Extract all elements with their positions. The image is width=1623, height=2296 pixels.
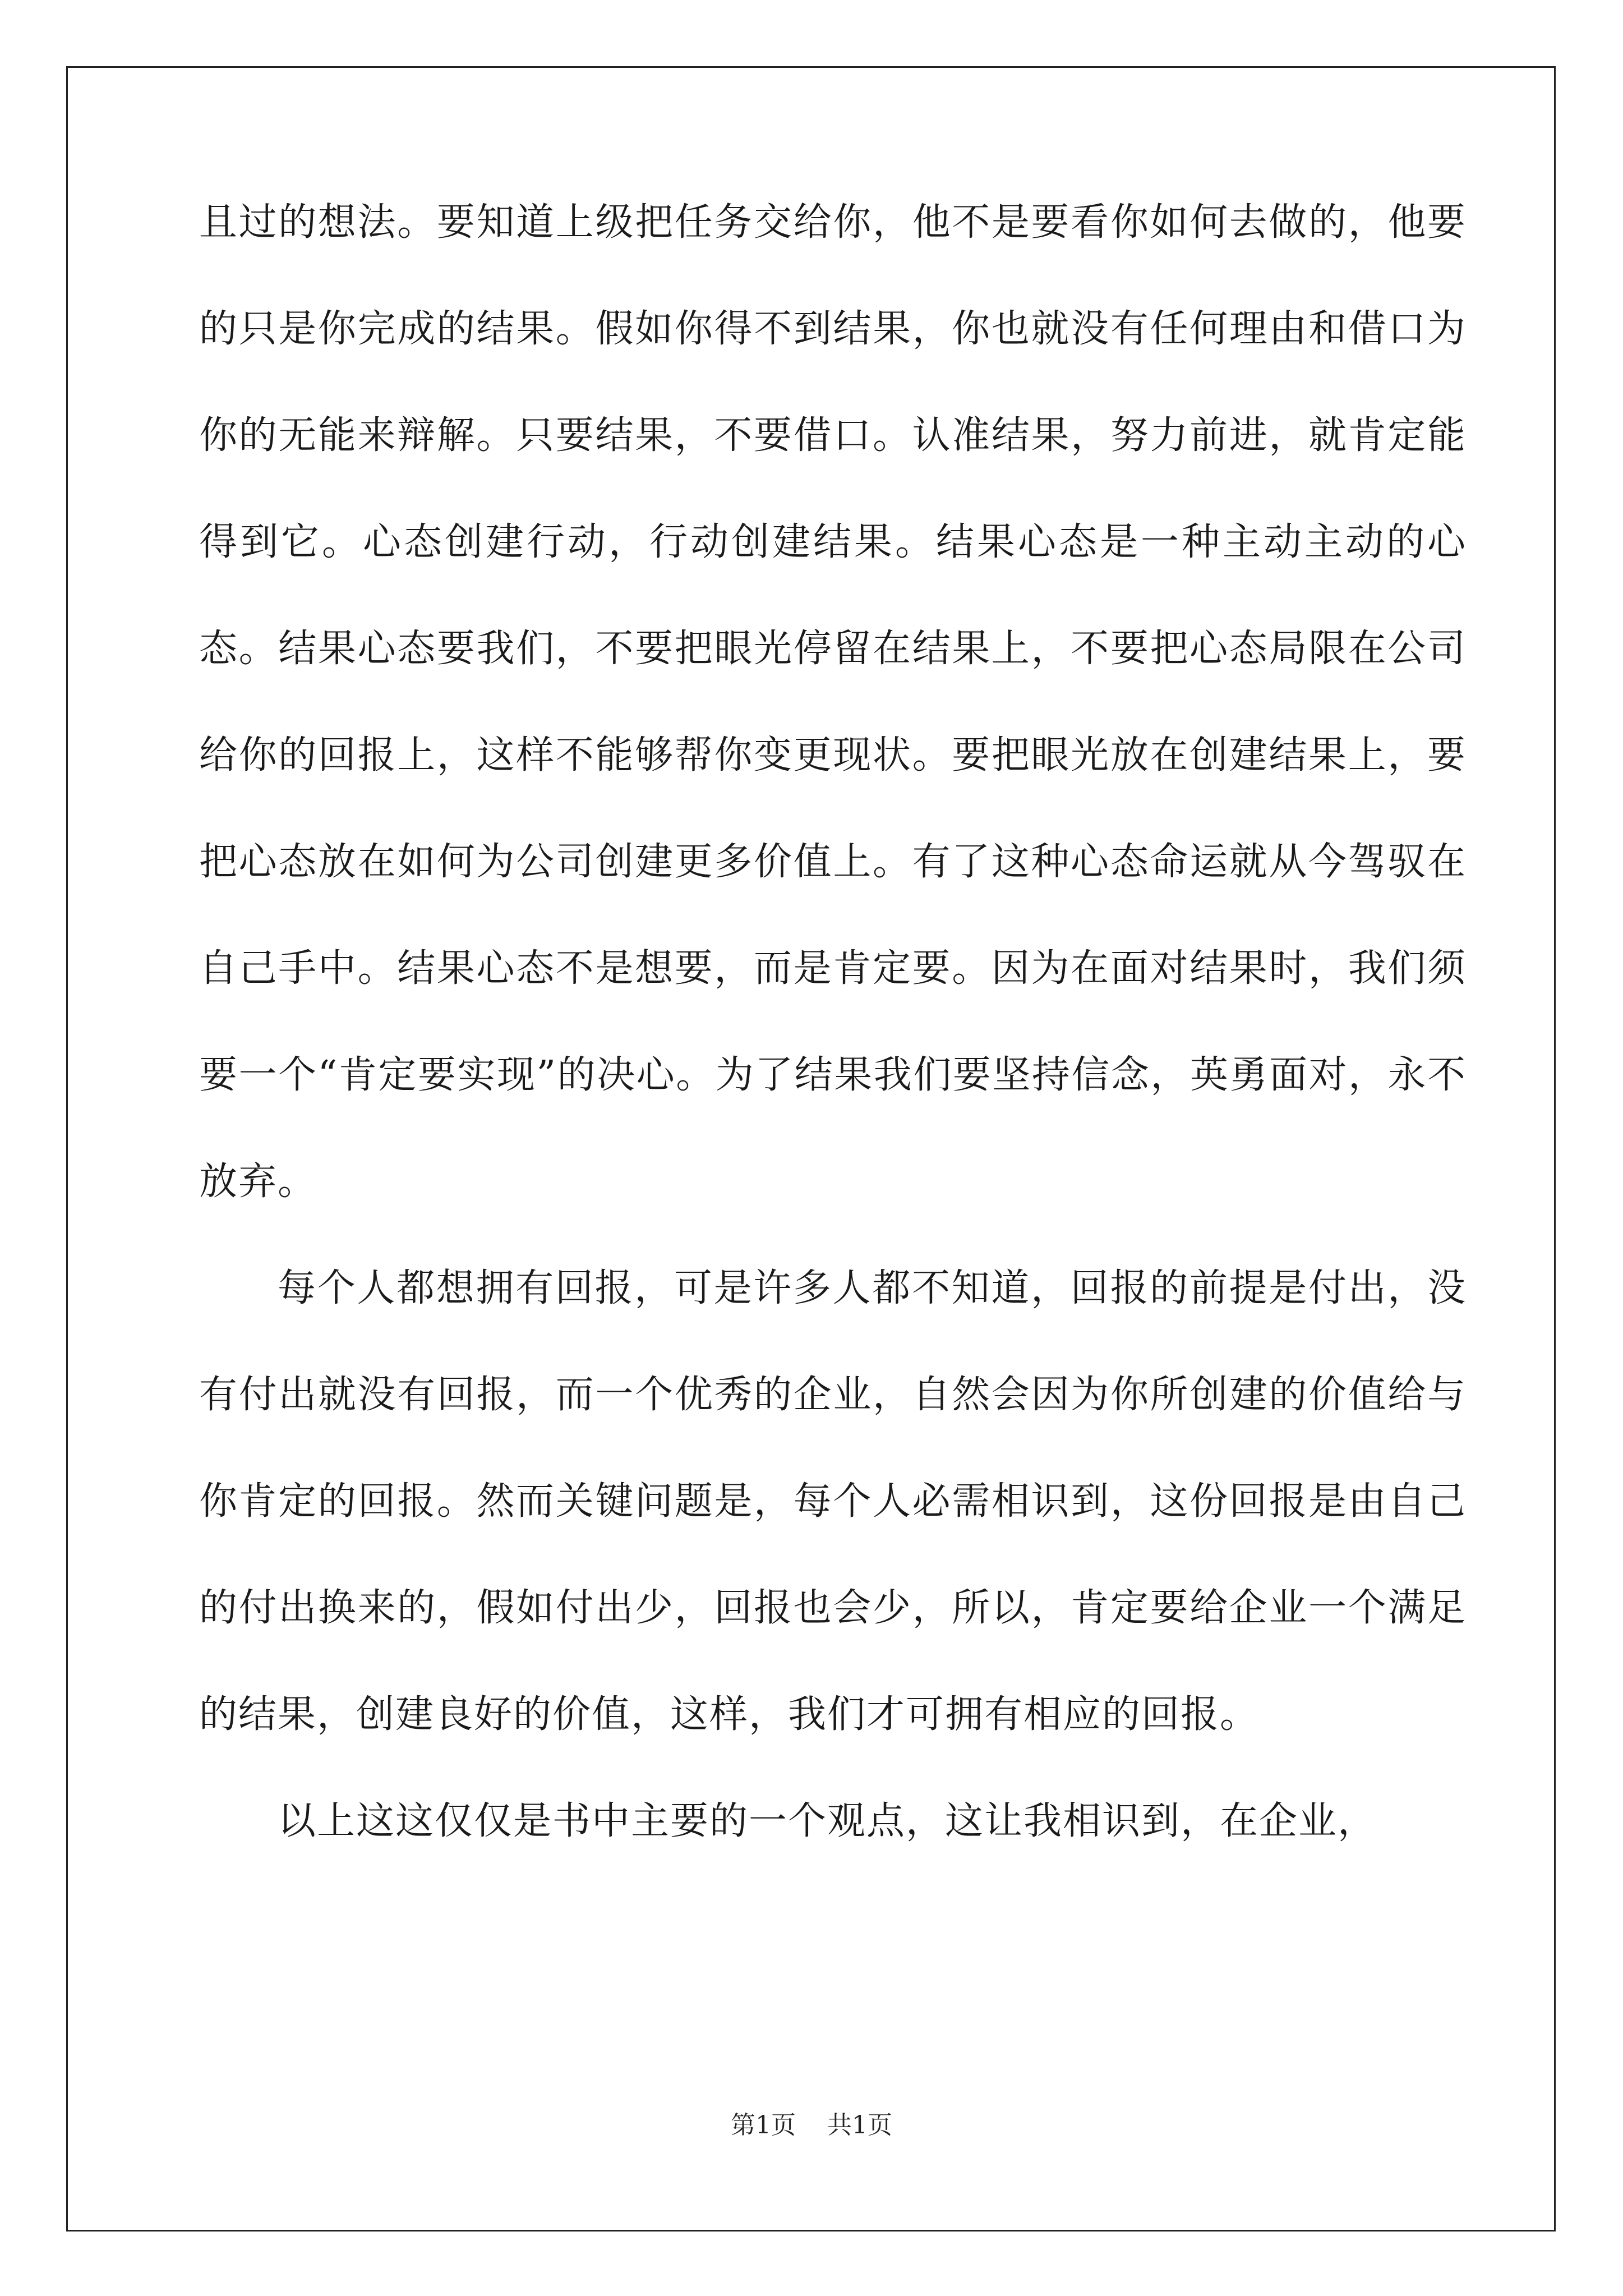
paragraph-2: 每个人都想拥有回报，可是许多人都不知道，回报的前提是付出，没有付出就没有回报，而一个优秀的企业，自然会因为你所创建的价值给与你肯定的回报。然而关键问题是，每个人必需相识到，这份回报是由自己的付出换来的，假如付出少，回报也会少，所以，肯定要给企业一个满足的结果，创建良好的价值，这样，我们才可拥有相应的回报。 <box>199 1266 1467 1737</box>
paragraph-1: 且过的想法。要知道上级把任务交给你，他不是要看你如何去做的，他要的只是你完成的结果。假如你得不到结果，你也就没有任何理由和借口为你的无能来辩解。只要结果，不要借口。认准结果，努力前进，就肯定能得到它。心态创建行动，行动创建结果。结果心态是一种主动主动的心态。结果心态要我们，不要把眼光停留在结果上，不要把心态局限在公司给你的回报上，这样不能够帮你变更现状。要把眼光放在创建结果上，要把心态放在如何为公司创建更多价值上。有了这种心态命运就从今驾驭在自己手中。结果心态不是想要，而是肯定要。因为在面对结果时，我们须要一个“肯定要实现”的决心。为了结果我们要坚持信念，英勇面对，永不放弃。 <box>199 200 1467 1204</box>
paragraph-3: 以上这这仅仅是书中主要的一个观点，这让我相识到，在企业， <box>278 1799 1377 1843</box>
total-pages-label: 共1页 <box>827 2111 892 2139</box>
page-footer <box>0 2105 1623 2141</box>
page-number-label: 第1页 <box>731 2111 796 2139</box>
document-body <box>199 169 1467 1875</box>
